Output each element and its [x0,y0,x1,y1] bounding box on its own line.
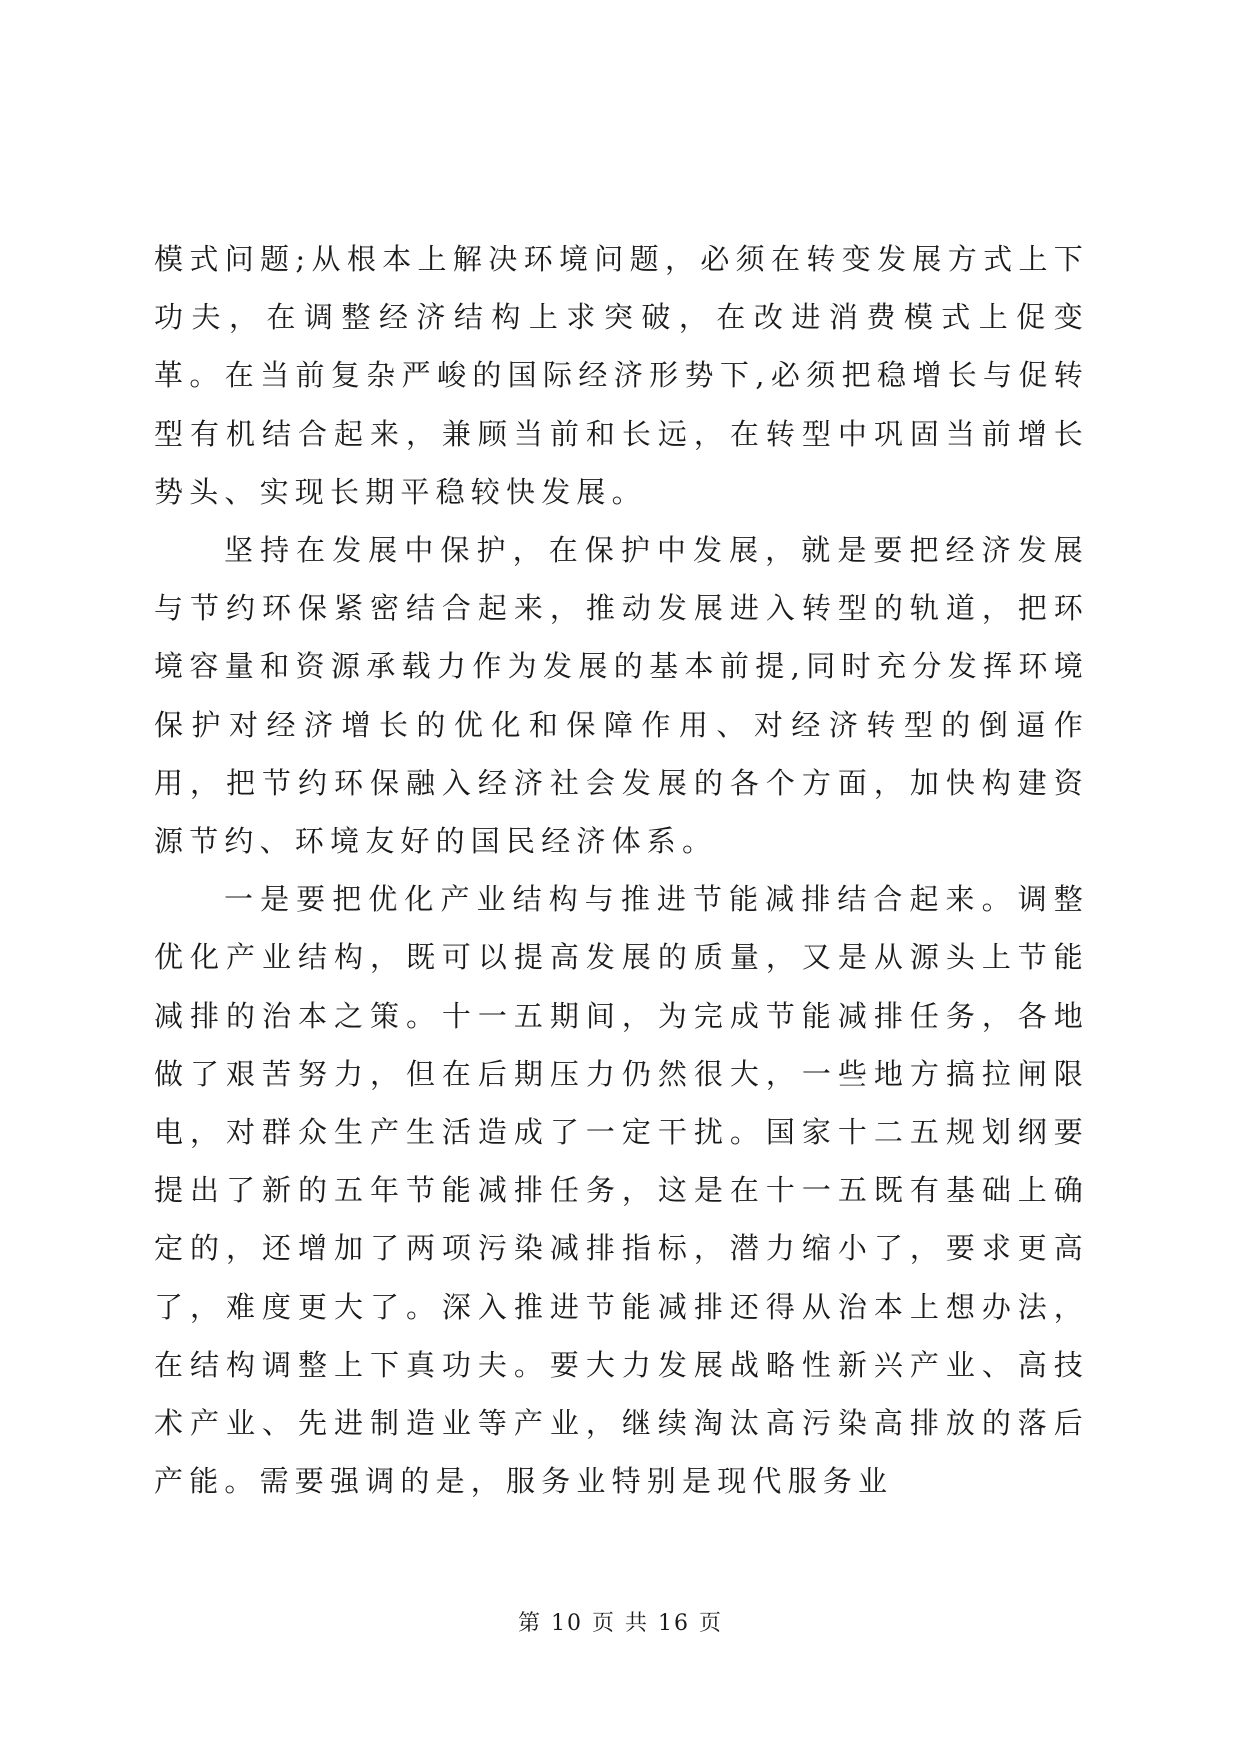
page-footer: 第 10 页 共 16 页 [518,1611,723,1636]
paragraph-1: 模式问题;从根本上解决环境问题，必须在转变发展方式上下功夫，在调整经济结构上求突破，在改进消费模式上促变革。在当前复杂严峻的国际经济形势下,必须把稳增长与促转型有机结合起来，兼顾当前和长远，在转型中巩固当前增长势头、实现长期平稳较快发展。 [154,242,1089,509]
document-body [154,230,1089,1510]
paragraph-2: 坚持在发展中保护，在保护中发展，就是要把经济发展与节约环保紧密结合起来，推动发展进入转型的轨道，把环境容量和资源承载力作为发展的基本前提,同时充分发挥环境保护对经济增长的优化和保障作用、对经济转型的倒逼作用，把节约环保融入经济社会发展的各个方面，加快构建资源节约、环境友好的国民经济体系。 [154,533,1089,859]
paragraph-3: 一是要把优化产业结构与推进节能减排结合起来。调整优化产业结构，既可以提高发展的质量，又是从源头上节能减排的治本之策。十一五期间，为完成节能减排任务，各地做了艰苦努力，但在后期压力仍然很大，一些地方搞拉闸限电，对群众生产生活造成了一定干扰。国家十二五规划纲要提出了新的五年节能减排任务，这是在十一五既有基础上确定的，还增加了两项污染减排指标，潜力缩小了，要求更高了，难度更大了。深入推进节能减排还得从治本上想办法，在结构调整上下真功夫。要大力发展战略性新兴产业、高技术产业、先进制造业等产业，继续淘汰高污染高排放的落后产能。需要强调的是，服务业特别是现代服务业 [154,882,1089,1499]
